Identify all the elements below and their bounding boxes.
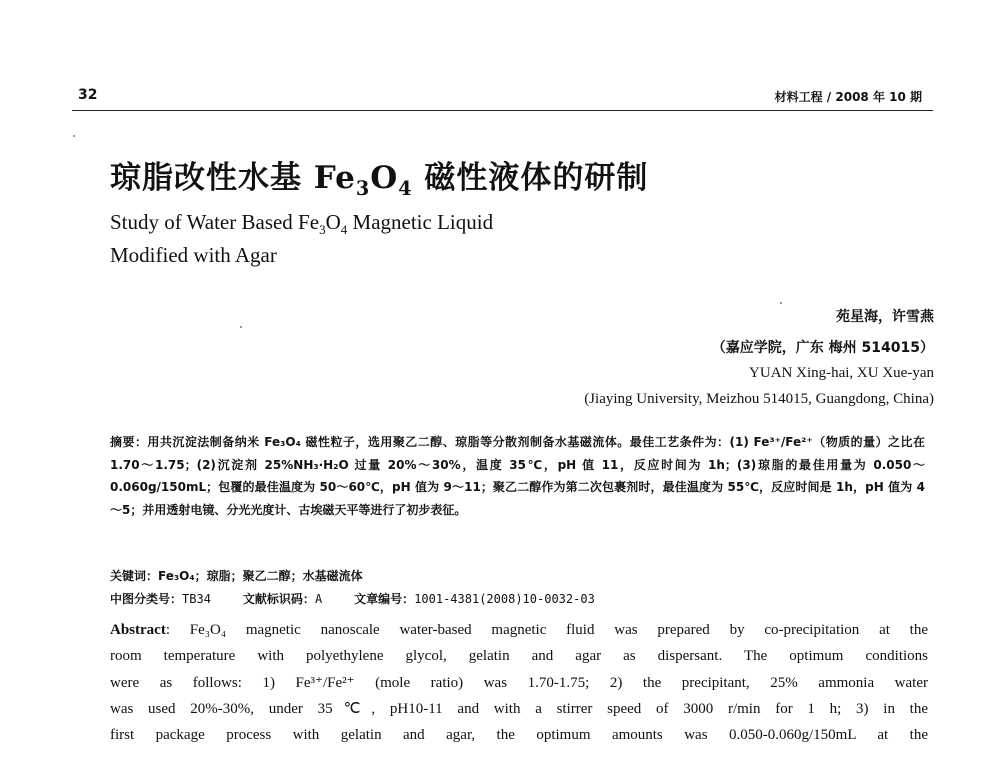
keywords-label: 关键词： <box>110 569 159 583</box>
page-number: 32 <box>78 87 98 103</box>
title-zh-sub: 3 <box>355 177 371 201</box>
authors-chinese: 苑星海，许雪燕 <box>836 309 934 325</box>
article-number-value: 1001-4381(2008)10-0032-03 <box>414 592 595 606</box>
title-zh-o: O <box>370 160 399 196</box>
title-zh-part: 磁性液体的研制 <box>412 160 649 196</box>
affiliation-english: (Jiaying University, Meizhou 514015, Guangdong, China) <box>584 391 934 407</box>
scan-speck <box>780 302 782 304</box>
clc-label: 中图分类号： <box>110 592 183 606</box>
title-en-part: Study of Water Based Fe <box>110 210 320 234</box>
abstract-chinese <box>110 431 925 521</box>
keywords-text: Fe₃O₄；琼脂；聚乙二醇；水基磁流体 <box>158 569 363 583</box>
affiliation-chinese: （嘉应学院，广东 梅州 514015） <box>711 340 934 356</box>
keywords <box>110 567 363 584</box>
title-zh-sub: 4 <box>398 177 413 201</box>
abstract-zh-label: 摘要： <box>110 435 148 449</box>
title-chinese <box>110 152 649 201</box>
title-en-sub: 3 <box>319 222 326 238</box>
abstract-en-text: Fe₃O₄ magnetic nanoscale water-based magnetic fluid was prepared by co-precipitation at the <box>189 622 928 638</box>
clc-value: TB34 <box>182 592 211 606</box>
doc-code-label: 文献标识码： <box>242 592 315 606</box>
title-zh-fe: Fe <box>313 160 356 196</box>
header-rule <box>72 110 933 111</box>
abstract-en-line: were as follows: 1) Fe³⁺/Fe²⁺ (mole ratio) was 1.70-1.75; 2) the precipitant, 25% ammonia water <box>110 674 928 691</box>
authors-english: YUAN Xing-hai, XU Xue-yan <box>749 365 934 381</box>
journal-issue: 材料工程 / 2008 年 10 期 <box>774 90 922 104</box>
classification-line <box>110 590 595 607</box>
title-english <box>110 206 493 272</box>
title-en-line2: Modified with Agar <box>110 243 277 267</box>
doc-code-value: A <box>314 592 323 606</box>
title-en-part: O <box>325 210 341 234</box>
abstract-en-line: Abstract: Fe₃O₄ magnetic nanoscale water-based magnetic fluid was prepared by co-precipitation at the <box>110 622 928 638</box>
scan-speck <box>73 135 75 137</box>
title-en-sub: 4 <box>340 222 348 238</box>
title-zh-formula <box>313 160 413 201</box>
title-zh-part: 琼脂改性水基 <box>110 160 314 196</box>
title-en-part: Magnetic Liquid <box>347 210 494 234</box>
abstract-en-line: room temperature with polyethylene glycol, gelatin and agar as dispersant. The optimum conditions <box>110 648 928 665</box>
scan-speck <box>240 326 242 328</box>
abstract-en-line: first package process with gelatin and agar, the optimum amounts was 0.050-0.060g/150mL at the <box>110 727 928 744</box>
abstract-english <box>110 617 928 748</box>
abstract-en-line: was used 20%-30%, under 35℃, pH10-11 and with a stirrer speed of 3000 r/min for 1 h; 3) in the <box>110 700 928 717</box>
abstract-en-label: Abstract <box>110 622 166 638</box>
abstract-zh-text: 用共沉淀法制备纳米 Fe₃O₄ 磁性粒子，选用聚乙二醇、琼脂等分散剂制备水基磁流体。最佳工艺条件为：(1) Fe³⁺/Fe²⁺（物质的量）之比在 1.70～1.75；(2)沉淀剂 25%NH₃·H₂O 过量 20%～30%，温度 35℃，pH 值 11，反应时间为 1h；(3)琼脂的最佳用量为 0.050～0.060g/150mL；包覆的最佳温度为 50～60℃，pH 值为 9～11；聚乙二醇作为第二次包裹剂时，最佳温度为 55℃，反应时间是 1h，pH 值为 4～5；并用透射电镜、分光光度计、古埃磁天平等进行了初步表征。 <box>110 435 925 517</box>
article-number-label: 文章编号： <box>354 592 415 606</box>
